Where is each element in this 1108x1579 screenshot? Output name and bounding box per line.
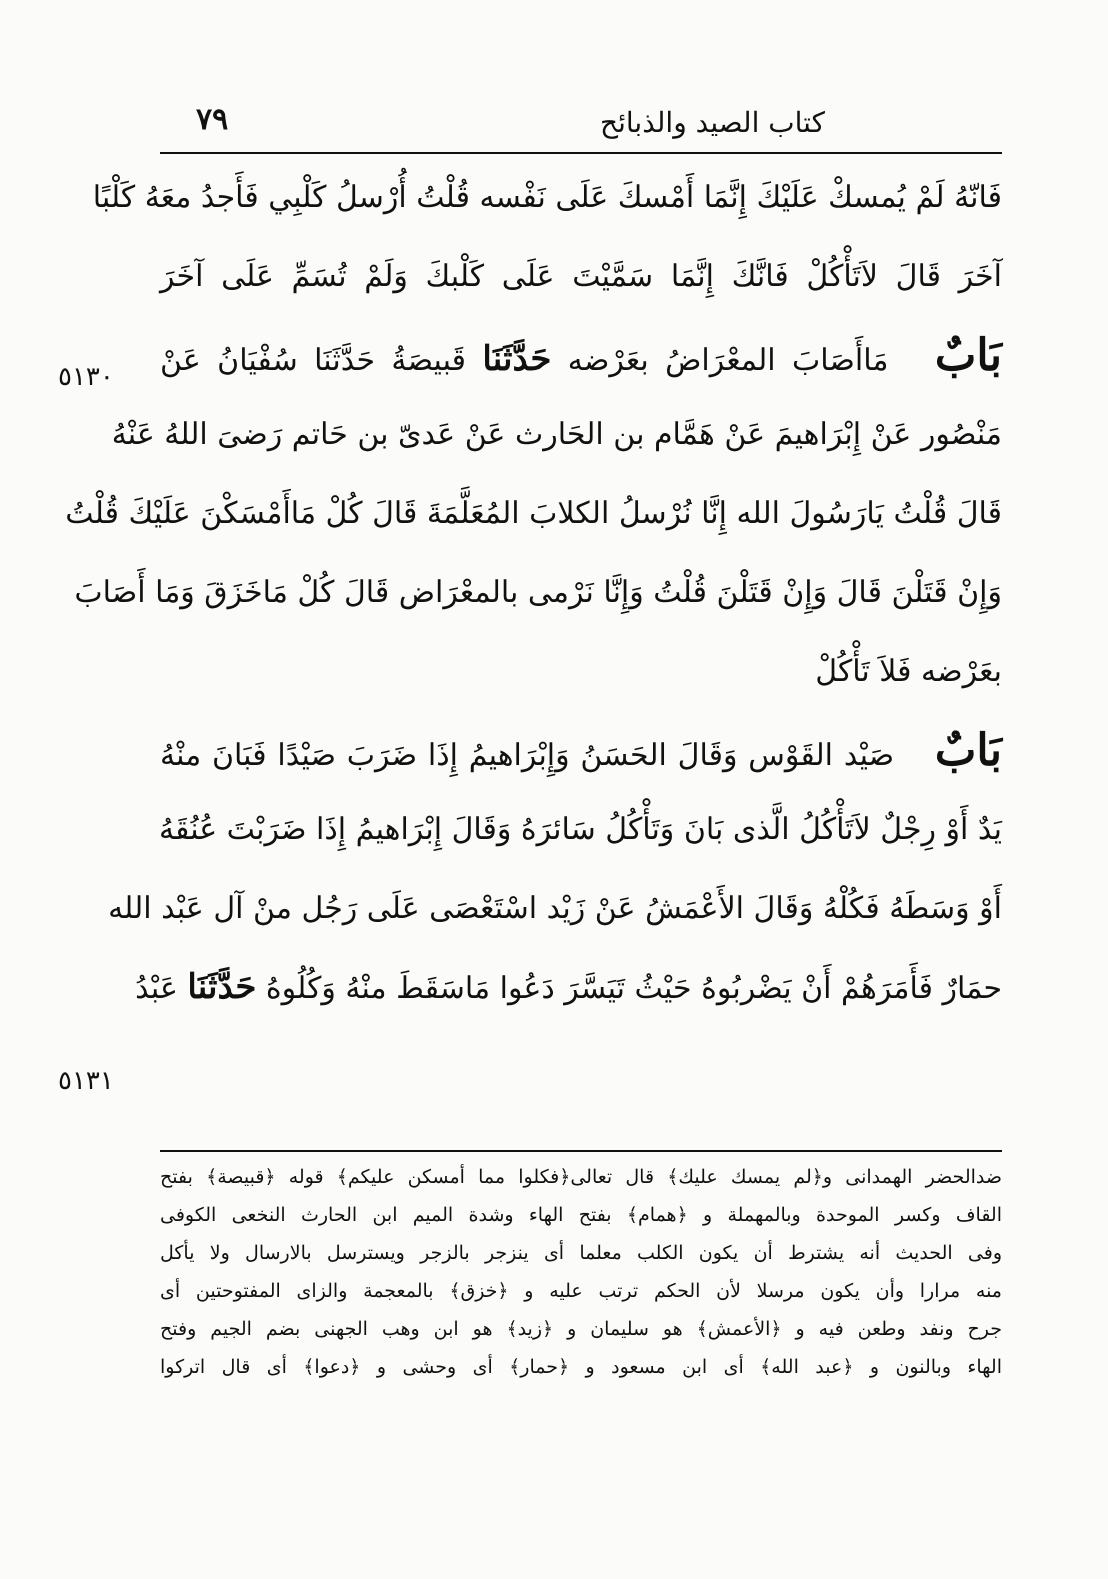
main-line-4: مَنْصُور عَنْ إِبْرَاهيمَ عَنْ هَمَّام بن الحَارث عَنْ عَدىّ بن حَاتم رَضىَ اللهُ عَنْهُ xyxy=(111,417,1002,452)
main-line-1: فَانّهُ لَمْ يُمسكْ عَلَيْكَ إِنَّمَا أَمْسكَ عَلَى نَفْسه قُلْتُ أُرْسلُ كَلْبِي فَأَجدُ معَهُ كَلْبًا xyxy=(92,180,1002,215)
main-line-9: يَدٌ أَوْ رِجْلٌ لاَتَأْكُلُ الَّذى بَانَ وَتَأْكُلُ سَائرَهُ وَقَالَ إِبْرَاهيمُ إِذَا ضَرَبْتَ عُنُقَهُ xyxy=(158,812,1002,847)
page-number: ۷۹ xyxy=(196,102,229,137)
bab-text: قَبيصَةُ حَدَّثَنَا سُفْيَانُ عَنْ xyxy=(160,343,466,378)
footnote-line: وفى الحديث أنه يشترط أن يكون الكلب معلما أى ينزجر بالزجر ويسترسل بالارسال ولا يأكل xyxy=(160,1242,1002,1264)
haddathana-marker: حَدَّثَنَا xyxy=(482,339,552,379)
main-line-11-text: حمَارٌ فَأَمَرَهُمْ أَنْ يَضْربُوهُ حَيْثُ تَيَسَّرَ دَعُوا مَاسَقَطَ منْهُ وَكُلُوهُ xyxy=(265,971,1002,1006)
footnote-line: جرح ونفد وطعن فيه و ﴿الأعمش﴾ هو سليمان و ﴿زيد﴾ هو ابن وهب الجهنى بضم الجيم وفتح xyxy=(160,1318,1002,1340)
bab-heading-2 xyxy=(160,711,1002,790)
main-line-10: أَوْ وَسَطَهُ فَكُلْهُ وَقَالَ الأَعْمَشُ عَنْ زَيْد اسْتَعْصَى عَلَى رَجُل منْ آل عَبْد الله xyxy=(108,891,1002,926)
hadith-number: ٥١٣٠ xyxy=(58,362,114,392)
main-line-5: قَالَ قُلْتُ يَارَسُولَ الله إِنَّا نُرْسلُ الكلابَ المُعَلَّمَةَ قَالَ كُلْ مَاأَمْسَكْنَ عَلَيْكَ قُلْتُ xyxy=(65,496,1002,531)
main-line-11 xyxy=(135,948,1002,1027)
bab-heading-1 xyxy=(160,316,1002,395)
bab-word: بَابٌ xyxy=(934,330,1002,381)
haddathana-marker: حَدَّثَنَا xyxy=(187,967,257,1007)
footnote-divider xyxy=(160,1150,1002,1152)
bab-word: بَابٌ xyxy=(934,725,1002,776)
footnotes xyxy=(160,1158,1002,1386)
main-line-11-end: عَبْدُ xyxy=(135,971,178,1006)
page-header xyxy=(160,100,1002,154)
main-line-2: آخَرَ قَالَ لاَتَأْكُلْ فَانَّكَ إِنَّمَا سَمَّيْتَ عَلَى كَلْبكَ وَلَمْ تُسَمِّ عَلَى آخَرَ xyxy=(160,259,1002,294)
footnote-line: القاف وكسر الموحدة وبالمهملة و ﴿همام﴾ بفتح الهاء وشدة الميم ابن الحارث النخعى الكوفى xyxy=(160,1204,1002,1226)
footnote-line: منه مرارا وأن يكون مرسلا لأن الحكم ترتب عليه و ﴿خزق﴾ بالمعجمة والزاى المفتوحتين أى xyxy=(160,1280,1002,1302)
book-title: كتاب الصيد والذبائح xyxy=(600,106,825,139)
main-line-6: وَإِنْ قَتَلْنَ قَالَ وَإِنْ قَتَلْنَ قُلْتُ وَإِنَّا نَرْمى بالمعْرَاض قَالَ كُلْ مَاخَزَقَ وَمَا أَصَابَ xyxy=(74,575,1002,610)
bab-text: صَيْد القَوْس وَقَالَ الحَسَنُ وَإِبْرَاهيمُ إِذَا ضَرَبَ صَيْدًا فَبَانَ منْهُ xyxy=(160,738,895,773)
main-line-7: بعَرْضه فَلاَ تَأْكُلْ xyxy=(815,654,1002,689)
footnote-line: الهاء وبالنون و ﴿عبد الله﴾ أى ابن مسعود و ﴿حمار﴾ أى وحشى و ﴿دعوا﴾ أى قال اتركوا xyxy=(160,1356,1002,1378)
bab-title: مَاأَصَابَ المعْرَاضُ بعَرْضه xyxy=(567,343,889,378)
hadith-number: ٥١٣١ xyxy=(58,1066,114,1096)
footnote-line: ضدالحضر الهمدانى و﴿لم يمسك عليك﴾ قال تعالى﴿فكلوا مما أمسكن عليكم﴾ قوله ﴿قبيصة﴾ بفتح xyxy=(160,1166,1002,1188)
